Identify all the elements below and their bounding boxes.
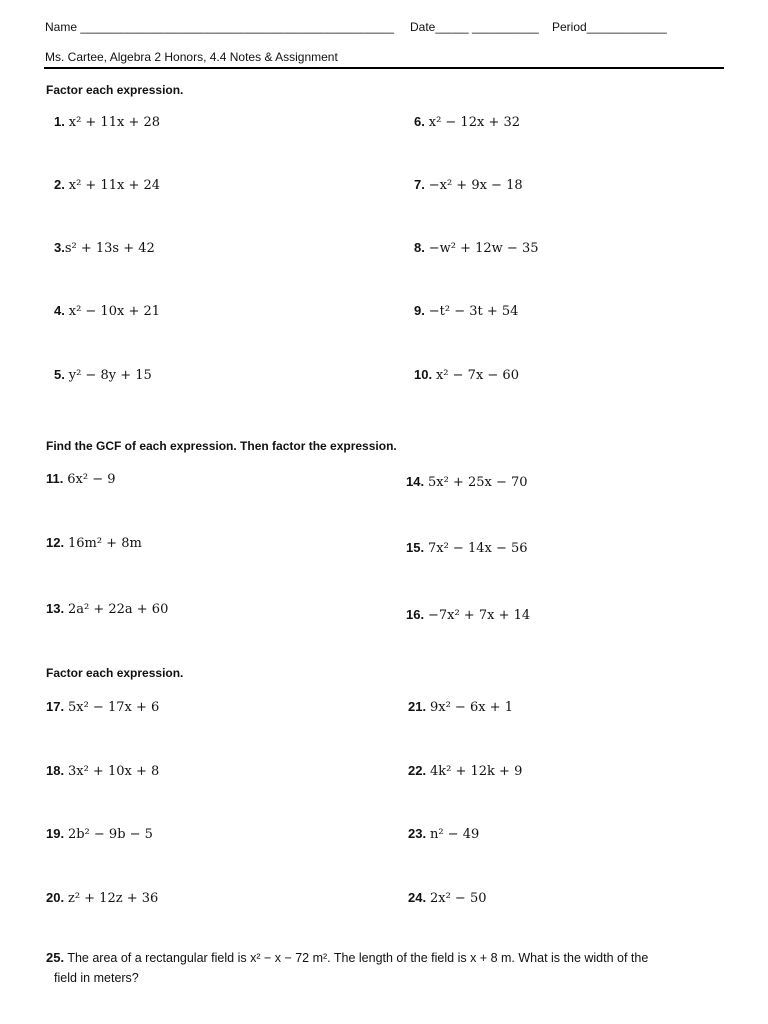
problem-expression: 4k² + 12k + 9 — [429, 764, 523, 779]
problem-number: 11. — [46, 471, 64, 486]
problem-8 — [414, 239, 539, 256]
problem-14 — [406, 473, 528, 490]
problem-number: 1. — [54, 114, 65, 129]
problem-expression: 3x² + 10x + 8 — [67, 764, 160, 779]
problem-number: 9. — [414, 303, 425, 318]
problem-20 — [46, 889, 158, 906]
problem-number: 16. — [406, 607, 425, 622]
problem-number: 17. — [46, 699, 65, 714]
period-field[interactable]: Period____________ — [552, 20, 667, 34]
problem-expression: x² + 11x + 28 — [68, 115, 161, 130]
problem-expression: −t² − 3t + 54 — [428, 304, 519, 319]
problem-23 — [408, 825, 479, 842]
problem-number: 20. — [46, 890, 65, 905]
problem-number: 22. — [408, 763, 427, 778]
problem-expression: −7x² + 7x + 14 — [427, 608, 531, 623]
problem-expression: 9x² − 6x + 1 — [429, 700, 513, 715]
problem-24 — [408, 889, 486, 906]
problem-number: 21. — [408, 699, 427, 714]
problem-expression: 5x² + 25x − 70 — [427, 475, 528, 490]
problem-expression: 2a² + 22a + 60 — [67, 602, 169, 617]
section-heading-gcf: Find the GCF of each expression. Then factor the expression. — [46, 439, 397, 453]
date-field[interactable]: Date_____ __________ — [410, 20, 539, 34]
problem-number: 23. — [408, 826, 427, 841]
problem-19 — [46, 825, 153, 842]
problem-expression: 6x² − 9 — [67, 472, 116, 487]
problem-13 — [46, 600, 168, 617]
problem-number: 5. — [54, 367, 65, 382]
problem-15 — [406, 539, 528, 556]
section-heading-factor: Factor each expression. — [46, 83, 184, 97]
problem-5 — [54, 366, 152, 383]
problem-2 — [54, 176, 160, 193]
problem-11 — [46, 470, 116, 487]
problem-number: 6. — [414, 114, 425, 129]
problem-6 — [414, 113, 520, 130]
problem-number: 2. — [54, 177, 65, 192]
problem-3 — [54, 239, 155, 256]
problem-number: 12. — [46, 535, 65, 550]
problem-number: 19. — [46, 826, 65, 841]
problem-expression: z² + 12z + 36 — [67, 891, 159, 906]
problem-number: 10. — [414, 367, 433, 382]
section-heading-factor-2: Factor each expression. — [46, 666, 184, 680]
problem-number: 24. — [408, 890, 427, 905]
problem-17 — [46, 698, 159, 715]
word-problem-25 — [46, 948, 726, 988]
problem-21 — [408, 698, 513, 715]
problem-number: 18. — [46, 763, 65, 778]
problem-12 — [46, 534, 142, 551]
problem-number: 4. — [54, 303, 65, 318]
word-problem-text-line1: The area of a rectangular field is x² − x − 72 m². The length of the field is x + 8 m. What is the width of the — [67, 951, 649, 965]
problem-9 — [414, 302, 518, 319]
problem-4 — [54, 302, 160, 319]
problem-expression: x² + 11x + 24 — [68, 178, 161, 193]
problem-expression: x² − 7x − 60 — [435, 368, 519, 383]
problem-expression: −x² + 9x − 18 — [428, 178, 523, 193]
problem-number: 3. — [54, 240, 65, 255]
problem-expression: x² − 12x + 32 — [428, 115, 521, 130]
problem-number: 14. — [406, 474, 425, 489]
problem-16 — [406, 606, 530, 623]
problem-expression: x² − 10x + 21 — [68, 304, 161, 319]
header-divider — [44, 67, 724, 69]
problem-expression: 7x² − 14x − 56 — [427, 541, 528, 556]
problem-expression: 2b² − 9b − 5 — [67, 827, 153, 842]
problem-number: 15. — [406, 540, 425, 555]
problem-expression: −w² + 12w − 35 — [428, 241, 539, 256]
name-field[interactable]: Name _______________________________________________ — [45, 20, 395, 34]
problem-expression: 16m² + 8m — [67, 536, 142, 551]
problem-22 — [408, 762, 522, 779]
problem-expression: n² − 49 — [429, 827, 480, 842]
word-problem-text-line2: field in meters? — [54, 971, 139, 985]
problem-number: 13. — [46, 601, 65, 616]
problem-expression: y² − 8y + 15 — [68, 368, 152, 383]
problem-number: 7. — [414, 177, 425, 192]
problem-7 — [414, 176, 523, 193]
problem-10 — [414, 366, 519, 383]
problem-expression: s² + 13s + 42 — [64, 241, 155, 256]
problem-number: 8. — [414, 240, 425, 255]
problem-expression: 2x² − 50 — [429, 891, 487, 906]
problem-18 — [46, 762, 159, 779]
problem-expression: 5x² − 17x + 6 — [67, 700, 160, 715]
problem-1 — [54, 113, 160, 130]
course-title: Ms. Cartee, Algebra 2 Honors, 4.4 Notes & Assignment — [45, 50, 338, 64]
problem-number: 25. — [46, 950, 65, 965]
